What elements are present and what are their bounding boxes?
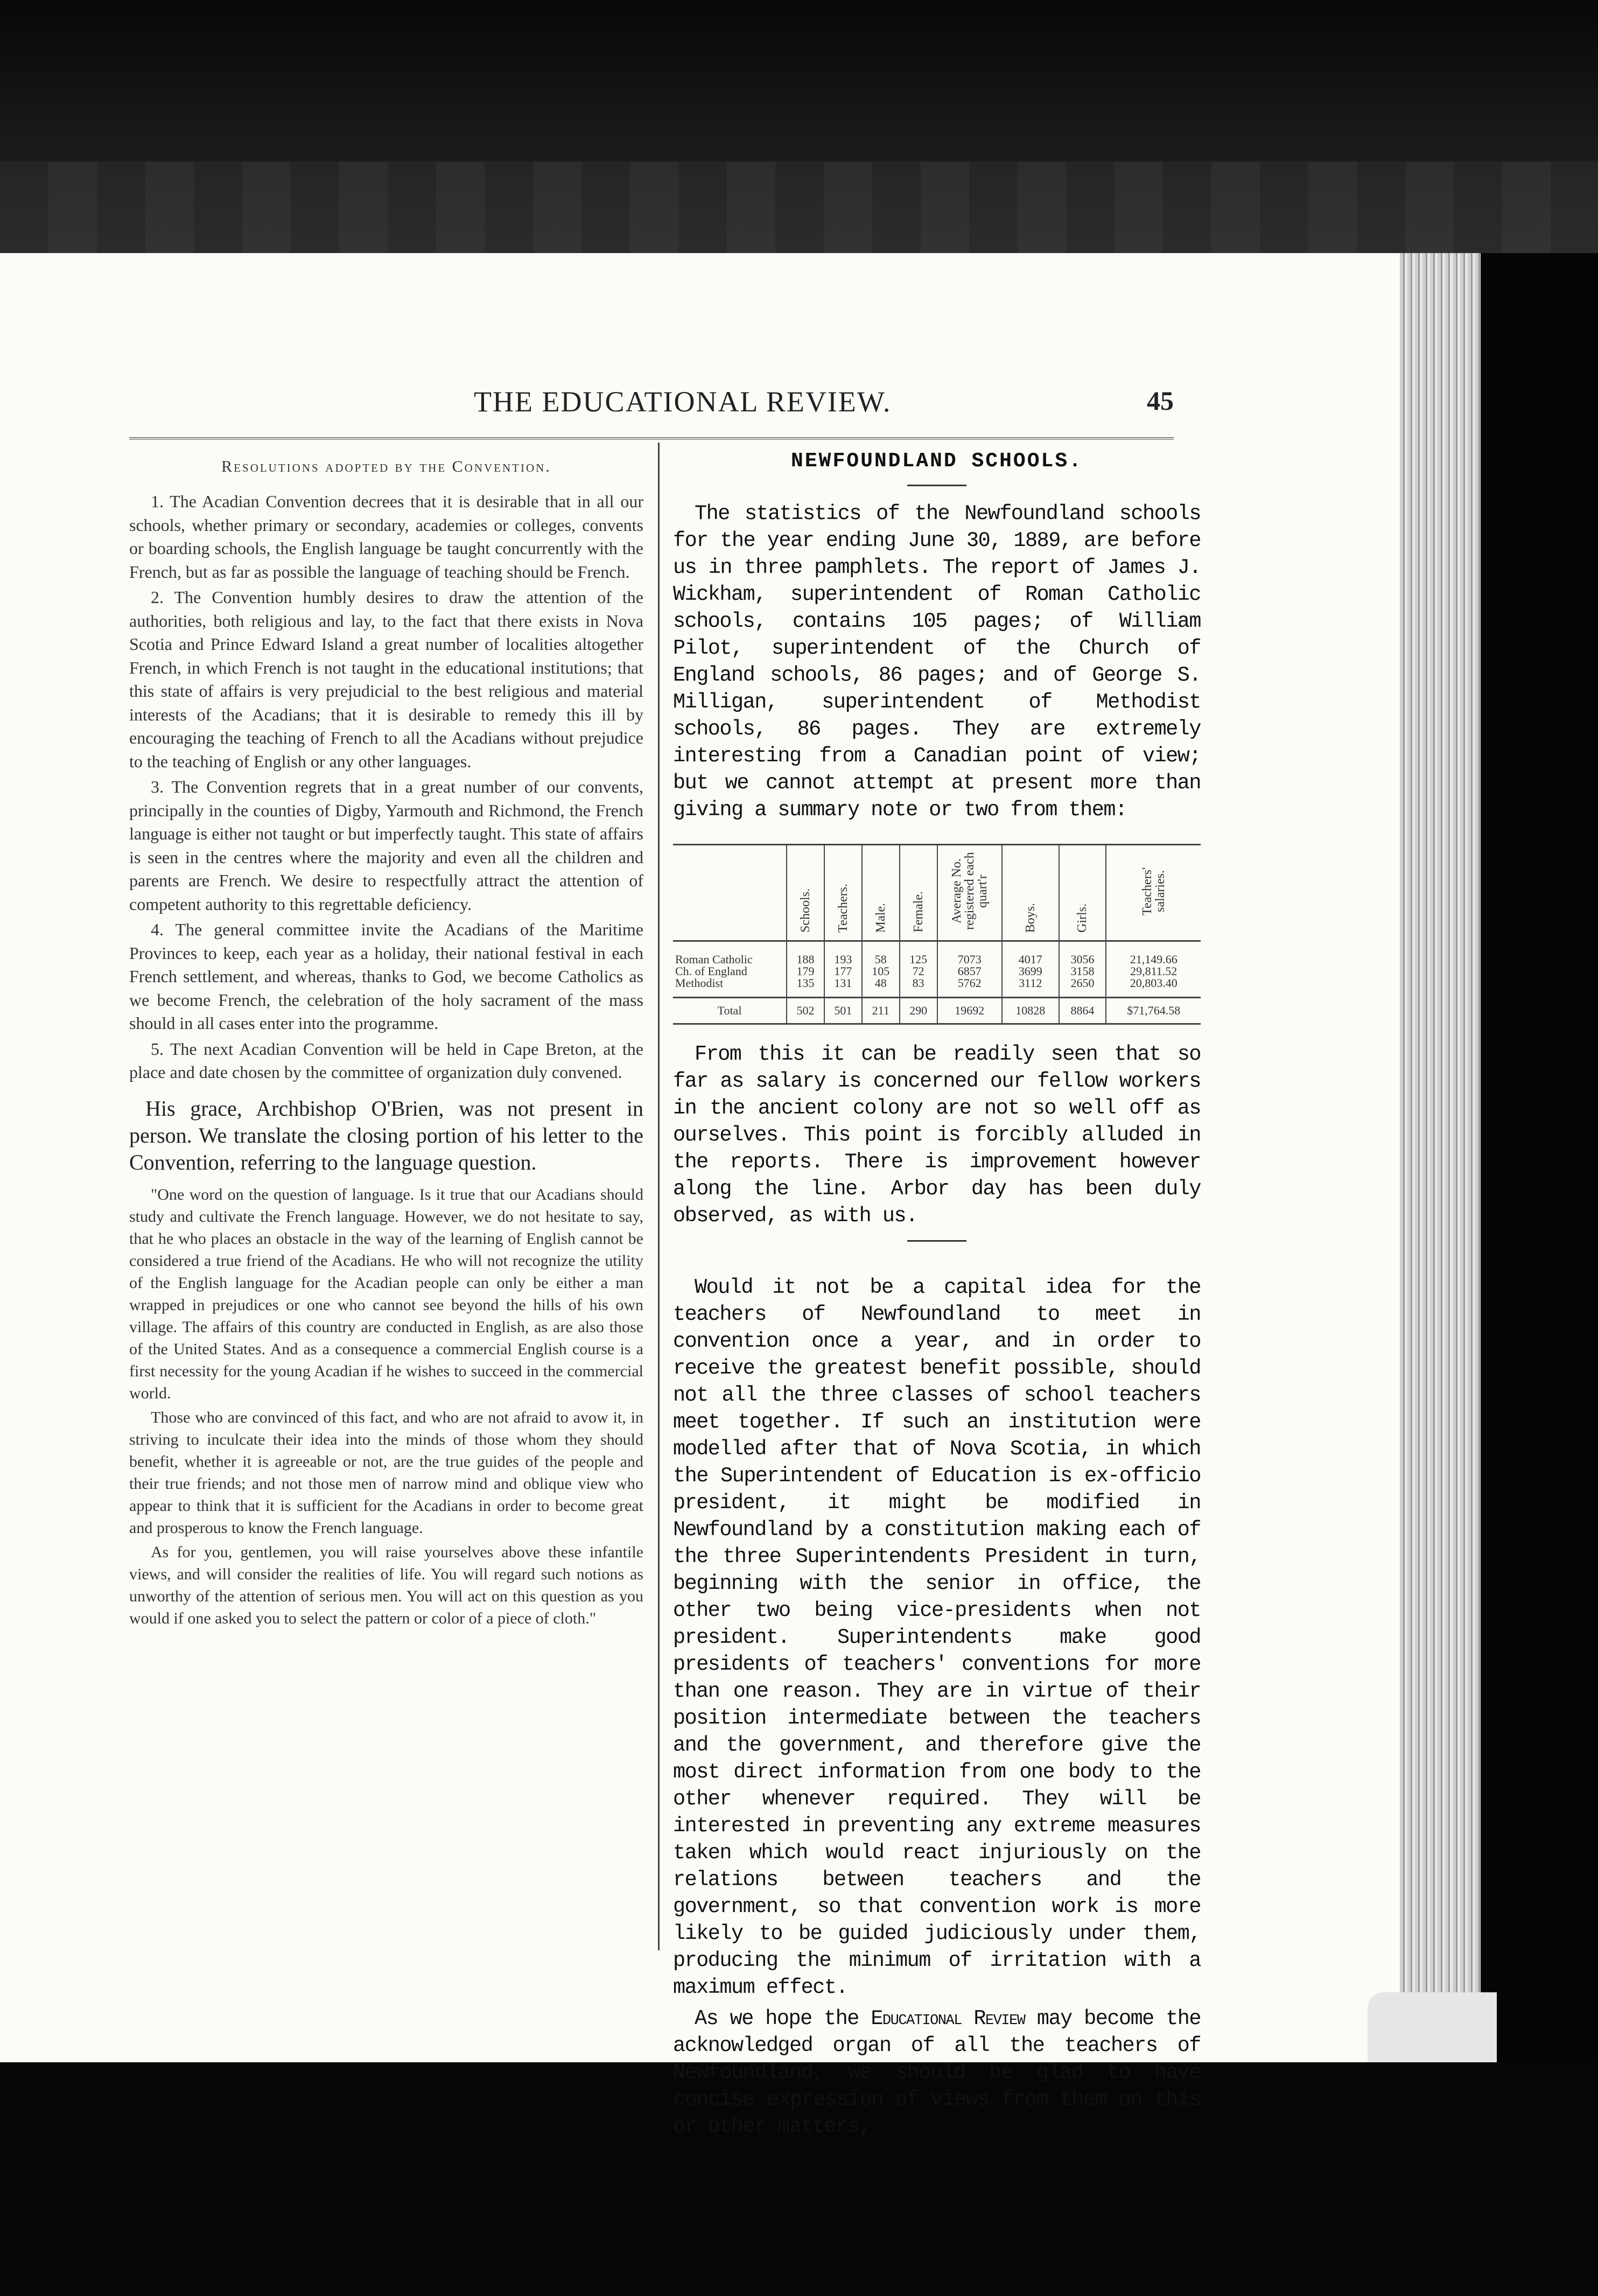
section-title: NEWFOUNDLAND SCHOOLS. xyxy=(791,450,1083,473)
table-corner xyxy=(673,845,787,941)
table-cell: 19692 xyxy=(937,998,1002,1024)
table-total-row xyxy=(673,998,1201,1024)
table-cell: 501 xyxy=(824,998,862,1024)
journal-name-small-caps: Educational Review xyxy=(871,2007,1025,2031)
table-cell: 3056 xyxy=(1059,941,1106,966)
table-cell: 20,803.40 xyxy=(1106,977,1201,998)
table-cell: 2650 xyxy=(1059,977,1106,998)
table-cell: 21,149.66 xyxy=(1106,941,1201,966)
table-cell: 3112 xyxy=(1002,977,1059,998)
row-label: Ch. of England xyxy=(675,964,747,978)
page-header xyxy=(129,385,1206,428)
column-divider xyxy=(658,443,660,1950)
resolution-5: 5. The next Acadian Convention will be held in Cape Breton, at the place and date chosen by the committee of organization duly convened. xyxy=(129,1039,643,1082)
table-row xyxy=(673,941,1201,966)
table-cell: 10828 xyxy=(1002,998,1059,1024)
table-header: Schools. xyxy=(787,845,824,941)
header-rule xyxy=(129,437,1174,439)
closing-text: As we hope the xyxy=(695,2007,871,2031)
letter-quote-1: "One word on the question of language. Is it true that our Acadians should study and cultivate the French language. However, we do not hesitate to say, that he who places an obstacle in the way of the learning of English cannot be considered a true friend of the Acadians. He who will not recognize the utility of the English language for the Acadian people can only be either a man wrapped in prejudices or one who cannot see beyond the hills of his own village. The affairs of this country are conducted in English, as are also those of the United States. And as a consequence a commercial English course is a first necessity for the young Acadian if he wishes to succeed in the commercial world. xyxy=(129,1185,643,1402)
title-rule xyxy=(907,485,966,486)
table-cell: 211 xyxy=(862,998,900,1024)
resolution-3: 3. The Convention regrets that in a great number of our convents, principally in the counties of Digby, Yarmouth and Richmond, the French language is either not taught or but imperfectly taught. This state of affairs is seen in the centres where the majority and even all the children and parents are French. We desire to respectfully attract the attention of competent authority to this regrettable deficiency. xyxy=(129,777,643,914)
table-cell: 502 xyxy=(787,998,824,1024)
total-label: Total xyxy=(673,998,787,1024)
closing-text-rest: may become the acknowledged organ of all the teachers of Newfoundland, we should be glad to have concise expression of views from them on this or other matters, xyxy=(673,2007,1201,2138)
salary-paragraph: From this it can be readily seen that so far as salary is concerned our fellow workers in the ancient colony are not so well off as ourselves. This point is forcibly alluded in the reports. There is improvement however along the line. Arbor day has been duly observed, as with us. xyxy=(673,1042,1201,1228)
table-cell: 7073 xyxy=(937,941,1002,966)
right-column xyxy=(673,450,1201,2140)
table-cell: 131 xyxy=(824,977,862,998)
resolution-4: 4. The general committee invite the Acadians of the Maritime Provinces to keep, each year as a holiday, their national festival in each French settlement, and whereas, thanks to God, we become Catholics as we become French, the celebration of the holy sacrament of the mass should in all cases enter into the programme. xyxy=(129,920,643,1033)
table-cell: 48 xyxy=(862,977,900,998)
table-header: Girls. xyxy=(1059,845,1106,941)
table-cell: 188 xyxy=(787,941,824,966)
table-cell: 179 xyxy=(787,965,824,977)
convention-paragraph: Would it not be a capital idea for the teachers of Newfoundland to meet in convention once a year, and in order to receive the greatest benefit possible, should not all the three classes of school teachers meet together. If such an institution were modelled after that of Nova Scotia, in which the Superintendent of Education is ex-officio president, it might be modified in Newfoundland by a constitution making each of the three Superintendents President in turn, beginning with the senior in office, the other two being vice-presidents when not president. Superintendents make good presidents of teachers' conventions for more than one reason. They are in virtue of their position intermediate between the teachers and the government, and therefore give the most direct information from one body to the other whenever required. They will be interested in preventing any extreme measures taken which would react injuriously on the relations between teachers and the government, so that convention work is more likely to be guided judiciously under them, producing the minimum of irritation with a maximum effect. xyxy=(673,1276,1201,1999)
table-header: Teachers' salaries. xyxy=(1106,845,1201,941)
table-cell: 290 xyxy=(900,998,937,1024)
table-row xyxy=(673,965,1201,977)
page-corner-tab xyxy=(1368,1992,1497,2062)
scan-film-strip xyxy=(0,162,1598,258)
table-cell: 29,811.52 xyxy=(1106,965,1201,977)
table-header-row xyxy=(673,845,1201,941)
resolutions-heading: Resolutions adopted by the Convention. xyxy=(221,458,551,475)
intro-paragraph: The statistics of the Newfoundland schools for the year ending June 30, 1889, are before us in three pamphlets. The report of James J. Wickham, superintendent of Roman Catholic schools, contains 105 pages; of William Pilot, superintendent of the Church of England schools, 86 pages; and of George S. Milligan, superintendent of Methodist schools, 86 pages. They are extremely interesting from a Canadian point of view; but we cannot attempt at present more than giving a summary note or two from them: xyxy=(673,502,1201,822)
table-cell: $71,764.58 xyxy=(1106,998,1201,1024)
table-cell: 4017 xyxy=(1002,941,1059,966)
archbishop-lead-paragraph: His grace, Archbishop O'Brien, was not present in person. We translate the closing portion of his letter to the Convention, referring to the language question. xyxy=(129,1096,643,1174)
table-cell: 8864 xyxy=(1059,998,1106,1024)
resolution-2: 2. The Convention humbly desires to draw the attention of the authorities, both religious and lay, to the fact that there exists in Nova Scotia and Prince Edward Island a great number of localities altogether French, in which French is not taught in the educational institutions; that this state of affairs is very prejudicial to the best religious and material interests of the Acadians; that it is desirable to remedy this ill by encouraging the teaching of French to all the Acadians without prejudice to the teaching of English or any other languages. xyxy=(129,587,643,771)
table-header: Boys. xyxy=(1002,845,1059,941)
page-number: 45 xyxy=(1147,386,1174,416)
table-cell: 135 xyxy=(787,977,824,998)
table-cell: 83 xyxy=(900,977,937,998)
statistics-table xyxy=(673,844,1201,1025)
resolution-1: 1. The Acadian Convention decrees that it is desirable that in all our schools, whether primary or secondary, academies or colleges, convents or boarding schools, the English language be taught concurrently with the French, but as far as possible the language of teaching should be French. xyxy=(129,492,643,582)
table-cell: 72 xyxy=(900,965,937,977)
table-header: Average No. registered each quart'r xyxy=(937,845,1002,941)
table-cell: 3158 xyxy=(1059,965,1106,977)
row-label: Roman Catholic xyxy=(675,953,753,966)
table-cell: 177 xyxy=(824,965,862,977)
closing-paragraph xyxy=(673,2005,1201,2140)
table-cell: 193 xyxy=(824,941,862,966)
table-row xyxy=(673,977,1201,998)
table-cell: 6857 xyxy=(937,965,1002,977)
table-cell: 105 xyxy=(862,965,900,977)
page-stack-edge xyxy=(1400,253,1481,2046)
row-label: Methodist xyxy=(675,976,724,990)
table-header: Female. xyxy=(900,845,937,941)
left-column xyxy=(129,458,643,1632)
journal-title: THE EDUCATIONAL REVIEW. xyxy=(474,386,892,418)
table-header: Male. xyxy=(862,845,900,941)
letter-quote-3: As for you, gentlemen, you will raise yourselves above these infantile views, and will consider the realities of life. You will regard such notions as unworthy of the attention of serious men. You will act on this question as you would if one asked you to select the pattern or color of a piece of cloth." xyxy=(129,1543,643,1627)
section-rule xyxy=(907,1240,966,1242)
table-header: Teachers. xyxy=(824,845,862,941)
letter-quote-2: Those who are convinced of this fact, and who are not afraid to avow it, in striving to inculcate their idea into the minds of those whom they should benefit, whether it is agreeable or not, are the true guides of the people and their true friends; and not those men of narrow mind and oblique view who appear to think that it is sufficient for the Acadians in order to become great and prosperous to know the French language. xyxy=(129,1408,643,1537)
table-cell: 125 xyxy=(900,941,937,966)
table-cell: 3699 xyxy=(1002,965,1059,977)
table-cell: 58 xyxy=(862,941,900,966)
table-cell: 5762 xyxy=(937,977,1002,998)
scan-right-shadow xyxy=(1481,253,1598,2296)
